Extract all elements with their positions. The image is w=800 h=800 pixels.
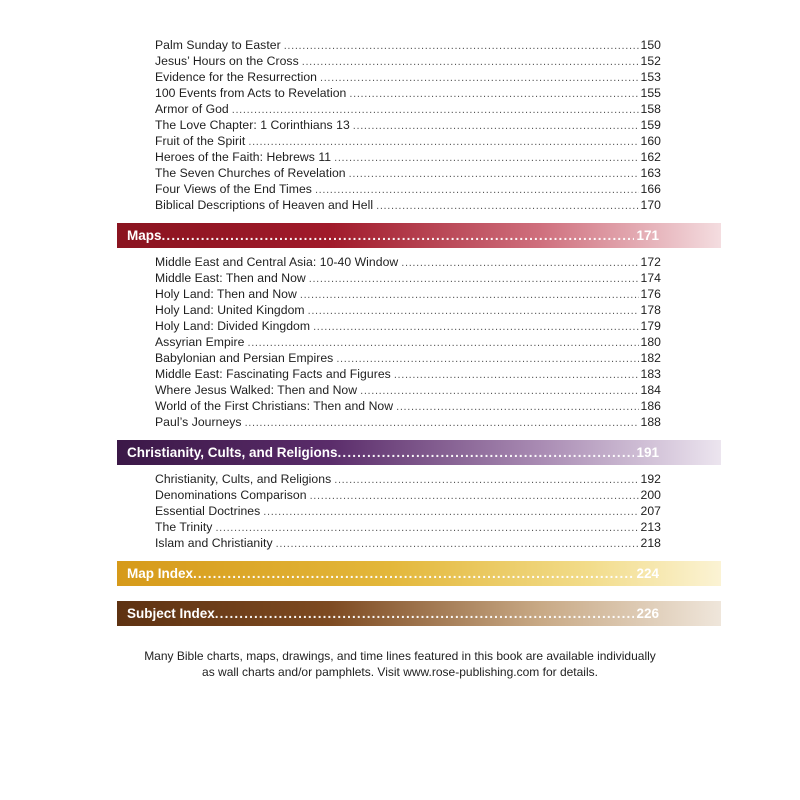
leader-dots	[193, 566, 634, 581]
toc-entry-title: Biblical Descriptions of Heaven and Hell	[155, 198, 374, 212]
toc-entry-title: Middle East: Then and Now	[155, 271, 306, 285]
leader-dots	[308, 302, 639, 318]
leader-dots	[232, 101, 639, 117]
toc-entry-title: Four Views of the End Times	[155, 182, 312, 196]
leader-dots	[247, 334, 638, 350]
toc-entry-title: Palm Sunday to Easter	[155, 38, 281, 52]
toc-entry	[155, 286, 661, 302]
toc-entry	[155, 398, 661, 414]
leader-dots	[336, 350, 638, 366]
leader-dots	[263, 503, 638, 519]
toc-entry	[155, 366, 661, 382]
toc-entry-page: 188	[640, 415, 661, 429]
footer-note-line: Many Bible charts, maps, drawings, and time lines featured in this book are available individually	[144, 649, 656, 663]
toc-entry	[155, 334, 661, 350]
leader-dots	[360, 382, 638, 398]
leader-dots	[315, 181, 639, 197]
toc-entry	[155, 101, 661, 117]
toc-entry-page: 186	[640, 399, 661, 413]
toc-entry-title: Babylonian and Persian Empires	[155, 351, 334, 365]
leader-dots	[276, 535, 639, 551]
toc-entry	[155, 471, 661, 487]
toc-entry	[155, 270, 661, 286]
toc-entry-page: 158	[640, 102, 661, 116]
leader-dots	[310, 487, 639, 503]
toc-entry-page: 172	[640, 255, 661, 269]
toc-entry-title: Assyrian Empire	[155, 335, 245, 349]
toc-entry-title: Essential Doctrines	[155, 504, 261, 518]
toc-entry	[155, 487, 661, 503]
leader-dots	[300, 286, 639, 302]
toc-entry-page: 178	[640, 303, 661, 317]
leader-dots	[162, 228, 635, 243]
toc-entry	[155, 53, 661, 69]
leader-dots	[394, 366, 639, 382]
section-heading-maps	[117, 223, 721, 248]
toc-entry-title: Christianity, Cults, and Religions	[155, 472, 332, 486]
toc-entry-page: 183	[640, 367, 661, 381]
section-heading-page: 224	[636, 566, 659, 581]
leader-dots	[245, 414, 639, 430]
toc-entry-title: Holy Land: Divided Kingdom	[155, 319, 311, 333]
toc-entry-title: Paul’s Journeys	[155, 415, 242, 429]
leader-dots	[349, 85, 638, 101]
section-heading-page: 191	[636, 445, 659, 460]
section-heading-title: Subject Index	[127, 606, 215, 621]
toc-entry-title: Heroes of the Faith: Hebrews 11	[155, 150, 332, 164]
toc-entry-title: Evidence for the Resurrection	[155, 70, 317, 84]
toc-entry-page: 166	[640, 182, 661, 196]
leader-dots	[215, 606, 635, 621]
section-heading-title: Map Index	[127, 566, 194, 581]
toc-entry-title: The Love Chapter: 1 Corinthians 13	[155, 118, 350, 132]
toc-section-christianity	[155, 471, 661, 551]
toc-entry	[155, 181, 661, 197]
toc-entry-page: 179	[640, 319, 661, 333]
toc-entry-title: Fruit of the Spirit	[155, 134, 246, 148]
toc-entry-page: 170	[640, 198, 661, 212]
leader-dots	[320, 69, 639, 85]
toc-entry-page: 180	[640, 335, 661, 349]
toc-entry-page: 163	[640, 166, 661, 180]
leader-dots	[334, 149, 638, 165]
toc-entry-page: 192	[640, 472, 661, 486]
toc-entry	[155, 117, 661, 133]
leader-dots	[313, 318, 638, 334]
toc-entry-page: 184	[640, 383, 661, 397]
section-heading-page: 171	[636, 228, 659, 243]
toc-entry	[155, 197, 661, 213]
section-heading-page: 226	[636, 606, 659, 621]
toc-entry-page: 162	[640, 150, 661, 164]
leader-dots	[349, 165, 639, 181]
toc-entry	[155, 535, 661, 551]
leader-dots	[401, 254, 638, 270]
toc-entry	[155, 414, 661, 430]
toc-entry-title: The Trinity	[155, 520, 213, 534]
toc-entry-page: 200	[640, 488, 661, 502]
toc-section-maps	[155, 254, 661, 430]
toc-entry-page: 155	[640, 86, 661, 100]
toc-entry	[155, 69, 661, 85]
toc-entry	[155, 382, 661, 398]
toc-entry-page: 153	[640, 70, 661, 84]
leader-dots	[376, 197, 638, 213]
toc-entry-title: Middle East and Central Asia: 10-40 Window	[155, 255, 399, 269]
section-heading-map-index	[117, 561, 721, 586]
leader-dots	[248, 133, 638, 149]
section-heading-subject-index	[117, 601, 721, 626]
toc-entry-page: 176	[640, 287, 661, 301]
toc-entry-title: Jesus’ Hours on the Cross	[155, 54, 299, 68]
toc-entry-page: 159	[640, 118, 661, 132]
toc-entry-page: 218	[640, 536, 661, 550]
toc-entry-title: Holy Land: Then and Now	[155, 287, 297, 301]
leader-dots	[334, 471, 638, 487]
toc-entry	[155, 503, 661, 519]
toc-entry-title: The Seven Churches of Revelation	[155, 166, 346, 180]
toc-section-continued	[155, 37, 661, 213]
toc-entry-page: 160	[640, 134, 661, 148]
toc-entry	[155, 37, 661, 53]
leader-dots	[353, 117, 639, 133]
section-heading-title: Christianity, Cults, and Religions	[127, 445, 338, 460]
toc-entry-title: World of the First Christians: Then and Now	[155, 399, 394, 413]
toc-entry-page: 207	[640, 504, 661, 518]
toc-entry	[155, 165, 661, 181]
toc-entry-title: Armor of God	[155, 102, 229, 116]
toc-entry	[155, 133, 661, 149]
toc-entry-page: 174	[640, 271, 661, 285]
leader-dots	[302, 53, 639, 69]
section-heading-title: Maps	[127, 228, 162, 243]
toc-entry-title: Holy Land: United Kingdom	[155, 303, 305, 317]
leader-dots	[284, 37, 639, 53]
leader-dots	[396, 398, 638, 414]
toc-entry-title: Middle East: Fascinating Facts and Figures	[155, 367, 391, 381]
leader-dots	[215, 519, 638, 535]
leader-dots	[338, 445, 635, 460]
toc-entry	[155, 302, 661, 318]
toc-entry-title: Islam and Christianity	[155, 536, 273, 550]
toc-entry-page: 182	[640, 351, 661, 365]
toc-entry-page: 213	[640, 520, 661, 534]
toc-entry-page: 152	[640, 54, 661, 68]
toc-entry-title: Where Jesus Walked: Then and Now	[155, 383, 358, 397]
section-heading-christianity-cults-religions	[117, 440, 721, 465]
toc-entry	[155, 350, 661, 366]
toc-entry	[155, 85, 661, 101]
footer-note-line: as wall charts and/or pamphlets. Visit www.rose-publishing.com for details.	[202, 665, 598, 679]
leader-dots	[309, 270, 639, 286]
toc-entry	[155, 519, 661, 535]
toc-entry-title: 100 Events from Acts to Revelation	[155, 86, 347, 100]
toc-entry	[155, 254, 661, 270]
toc-entry	[155, 318, 661, 334]
toc-entry-page: 150	[640, 38, 661, 52]
toc-entry	[155, 149, 661, 165]
toc-entry-title: Denominations Comparison	[155, 488, 307, 502]
footer-note	[100, 648, 700, 680]
